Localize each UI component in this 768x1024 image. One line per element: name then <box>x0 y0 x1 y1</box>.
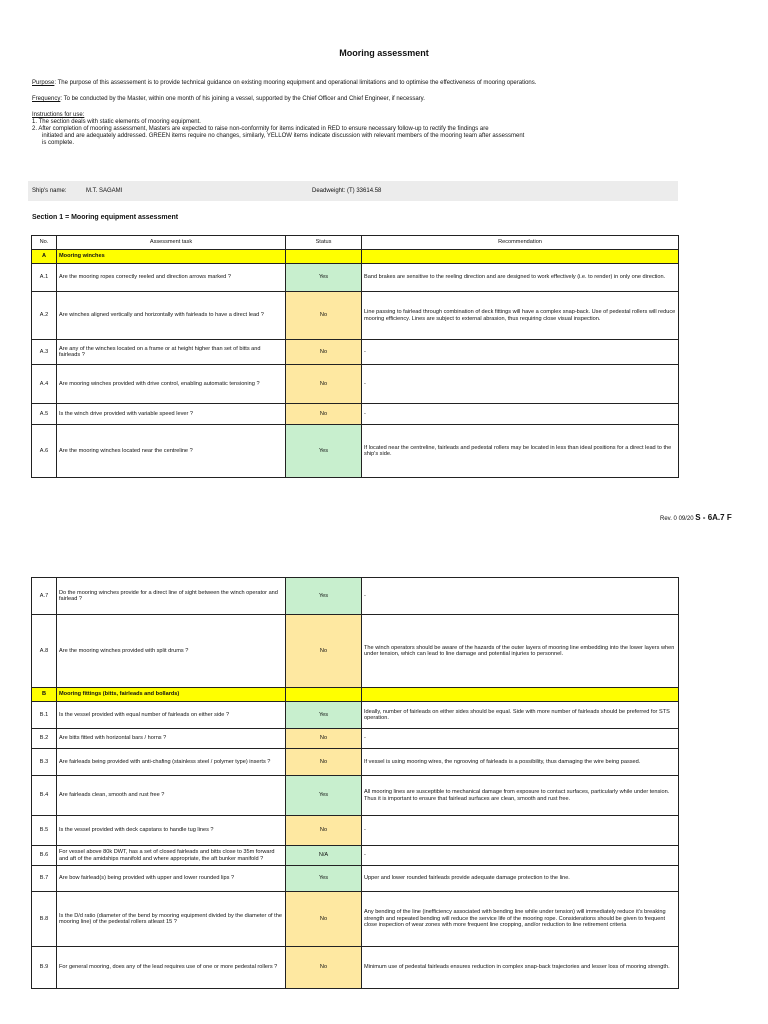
table-row <box>32 749 679 776</box>
table-row <box>32 340 679 365</box>
row-status: Yes <box>286 866 362 892</box>
row-task: For vessel above 80k DWT, has a set of closed fairleads and bitts close to 35m forward and aft of the amidships manifold and where appropriate, the aft bunker manifold ? <box>57 846 286 866</box>
table-row <box>32 776 679 816</box>
row-recommendation: Any bending of the line (inefficiency associated with bending line while under tension) will immediately reduce it's breaking strength and repeated bending will reduce the service life of the mooring rope. Considerations should be given to frequent close inspection of wear zones with more frequent line cropping, and/or reduction to line retirement criteria <box>362 892 679 947</box>
row-number: B.4 <box>32 776 57 816</box>
row-recommendation: - <box>362 340 679 365</box>
row-recommendation: Band brakes are sensitive to the reeling direction and are designed to work effectively (i.e. to render) in only one direction. <box>362 264 679 292</box>
group-row-mooring-winches <box>32 250 679 264</box>
row-recommendation: - <box>362 816 679 846</box>
row-number: A.4 <box>32 365 57 404</box>
assessment-table-part-2 <box>31 577 679 989</box>
row-status: No <box>286 947 362 989</box>
row-task: Is the vessel provided with deck capstans to handle tug lines ? <box>57 816 286 846</box>
row-task: Are winches aligned vertically and horizontally with fairleads to have a direct lead ? <box>57 292 286 340</box>
table-row <box>32 702 679 729</box>
table-row <box>32 947 679 989</box>
row-number: B.8 <box>32 892 57 947</box>
row-number: B.7 <box>32 866 57 892</box>
section-title: Section 1 = Mooring equipment assessment <box>32 214 179 221</box>
row-number: B.9 <box>32 947 57 989</box>
ship-name-label: Ship's name: <box>32 188 67 194</box>
instruction-line: is complete. <box>42 140 75 146</box>
header-task: Assessment task <box>57 236 286 250</box>
row-task: Are fairleads being provided with anti-chafing (stainless steel / polymer type) inserts ? <box>57 749 286 776</box>
instruction-line: 2. After completion of mooring assessment, Masters are expected to raise non-conformity for items indicated in RED to ensure necessary follow-up to rectify the findings are <box>32 126 489 132</box>
row-status: No <box>286 816 362 846</box>
assessment-table-part-1 <box>31 235 679 478</box>
row-number: B.1 <box>32 702 57 729</box>
frequency-label: Frequency <box>32 96 61 102</box>
row-status: No <box>286 365 362 404</box>
row-status: No <box>286 729 362 749</box>
row-task: Are mooring winches provided with drive control, enabling automatic tensioning ? <box>57 365 286 404</box>
row-status: No <box>286 340 362 365</box>
group-code: A <box>32 250 57 264</box>
row-number: B.5 <box>32 816 57 846</box>
table-row <box>32 292 679 340</box>
row-recommendation: If vessel is using mooring wires, the ngrooving of fairleads is a possibility, thus damaging the wire being passed. <box>362 749 679 776</box>
row-recommendation: Upper and lower rounded fairleads provide adequate damage protection to the line. <box>362 866 679 892</box>
row-status: No <box>286 404 362 425</box>
page-title: Mooring assessment <box>339 48 429 58</box>
frequency-text: : To be conducted by the Master, within one month of his joining a vessel, supported by the Chief Officer and Chief Engineer, if necessary. <box>60 96 425 102</box>
row-status: Yes <box>286 776 362 816</box>
row-status: No <box>286 892 362 947</box>
row-recommendation: The winch operators should be aware of the hazards of the outer layers of mooring line embedding into the lower layers when under tension, which can lead to line damage and potential injuries to personnel. <box>362 615 679 688</box>
row-recommendation: All mooring lines are susceptible to mechanical damage from exposure to contact surfaces, particularly while under tension. Thus it is important to ensure that fairlead surfaces are clean, smooth and rust free. <box>362 776 679 816</box>
ship-name-value: M.T. SAGAMI <box>86 188 123 194</box>
group-row-mooring-fittings <box>32 688 679 702</box>
header-no: No. <box>32 236 57 250</box>
row-number: B.2 <box>32 729 57 749</box>
row-task: For general mooring, does any of the lead requires use of one or more pedestal rollers ? <box>57 947 286 989</box>
row-recommendation: Ideally, number of fairleads on either sides should be equal. Side with more number of fairleads should be preferred for STS operation. <box>362 702 679 729</box>
row-status: Yes <box>286 425 362 478</box>
table-row <box>32 425 679 478</box>
row-task: Are bow fairlead(s) being provided with upper and lower rounded lips ? <box>57 866 286 892</box>
row-number: B.3 <box>32 749 57 776</box>
row-task: Are the mooring winches provided with split drums ? <box>57 615 286 688</box>
frequency-paragraph <box>32 96 732 103</box>
purpose-paragraph <box>32 80 732 87</box>
table-row <box>32 729 679 749</box>
row-number: A.5 <box>32 404 57 425</box>
table-row <box>32 866 679 892</box>
table-row <box>32 365 679 404</box>
ship-info-bar <box>28 181 678 201</box>
row-task: Are fairleads clean, smooth and rust free ? <box>57 776 286 816</box>
row-status: Yes <box>286 578 362 615</box>
purpose-label: Purpose <box>32 80 55 86</box>
header-status: Status <box>286 236 362 250</box>
table-row <box>32 404 679 425</box>
header-recommendation: Recommendation <box>362 236 679 250</box>
table-row <box>32 816 679 846</box>
row-number: A.3 <box>32 340 57 365</box>
table-row <box>32 615 679 688</box>
form-code: S - 6A.7 F <box>695 513 732 522</box>
row-status: N/A <box>286 846 362 866</box>
instructions-label: Instructions for use: <box>32 112 85 118</box>
row-number: A.7 <box>32 578 57 615</box>
row-recommendation: - <box>362 578 679 615</box>
row-number: A.2 <box>32 292 57 340</box>
row-recommendation: Minimum use of pedestal fairleads ensures reduction in complex snap-back trajectories and lesser loss of mooring strength. <box>362 947 679 989</box>
group-code: B <box>32 688 57 702</box>
row-task: Are the mooring winches located near the centreline ? <box>57 425 286 478</box>
row-recommendation: - <box>362 404 679 425</box>
row-number: A.8 <box>32 615 57 688</box>
row-status: Yes <box>286 702 362 729</box>
row-recommendation: Line passing to fairlead through combination of deck fittings will have a complex snap-back. Use of pedestal rollers will reduce mooring efficiency. Lines are subject to external abrasion, thus requiring close visual inspection. <box>362 292 679 340</box>
row-recommendation: - <box>362 729 679 749</box>
row-task: Are the mooring ropes correctly reeled and direction arrows marked ? <box>57 264 286 292</box>
group-title: Mooring winches <box>57 250 286 264</box>
instruction-line: initiated and are adequately addressed. GREEN items require no changes, similarly, YELLOW items indicate discussion with relevant members of the mooring team after assessment <box>42 133 525 139</box>
row-task: Do the mooring winches provide for a direct line of sight between the winch operator and fairlead ? <box>57 578 286 615</box>
row-number: B.6 <box>32 846 57 866</box>
row-task: Are any of the winches located on a frame or at height higher than set of bitts and fairleads ? <box>57 340 286 365</box>
row-number: A.6 <box>32 425 57 478</box>
table-row <box>32 578 679 615</box>
revision-footer <box>660 513 732 522</box>
instructions-block <box>32 112 732 147</box>
row-number: A.1 <box>32 264 57 292</box>
row-recommendation: - <box>362 365 679 404</box>
row-recommendation: If located near the centreline, fairleads and pedestal rollers may be located in less than ideal positions for a direct lead to the ship's side. <box>362 425 679 478</box>
revision-text: Rev. 0 09/20 <box>660 516 694 522</box>
row-task: Is the vessel provided with equal number of fairleads on either side ? <box>57 702 286 729</box>
deadweight-label: Deadweight: (T) 33614.58 <box>312 188 382 194</box>
table-row <box>32 264 679 292</box>
group-title: Mooring fittings (bitts, fairleads and bollards) <box>57 688 286 702</box>
row-recommendation: - <box>362 846 679 866</box>
row-status: Yes <box>286 264 362 292</box>
table-row <box>32 892 679 947</box>
purpose-text: : The purpose of this assessement is to provide technical guidance on existing mooring equipment and operational limitations and to optimise the effectiveness of mooring operations. <box>54 80 537 86</box>
table-row <box>32 846 679 866</box>
row-task: Is the D/d ratio (diameter of the bend by mooring equipment divided by the diameter of the mooring line) of the pedestal rollers atleast 15 ? <box>57 892 286 947</box>
row-status: No <box>286 749 362 776</box>
row-task: Are bitts fitted with horizontal bars / horns ? <box>57 729 286 749</box>
row-status: No <box>286 615 362 688</box>
table-header-row <box>32 236 679 250</box>
instruction-line: 1. The section deals with static elements of mooring equipment. <box>32 119 201 125</box>
row-task: Is the winch drive provided with variable speed lever ? <box>57 404 286 425</box>
row-status: No <box>286 292 362 340</box>
